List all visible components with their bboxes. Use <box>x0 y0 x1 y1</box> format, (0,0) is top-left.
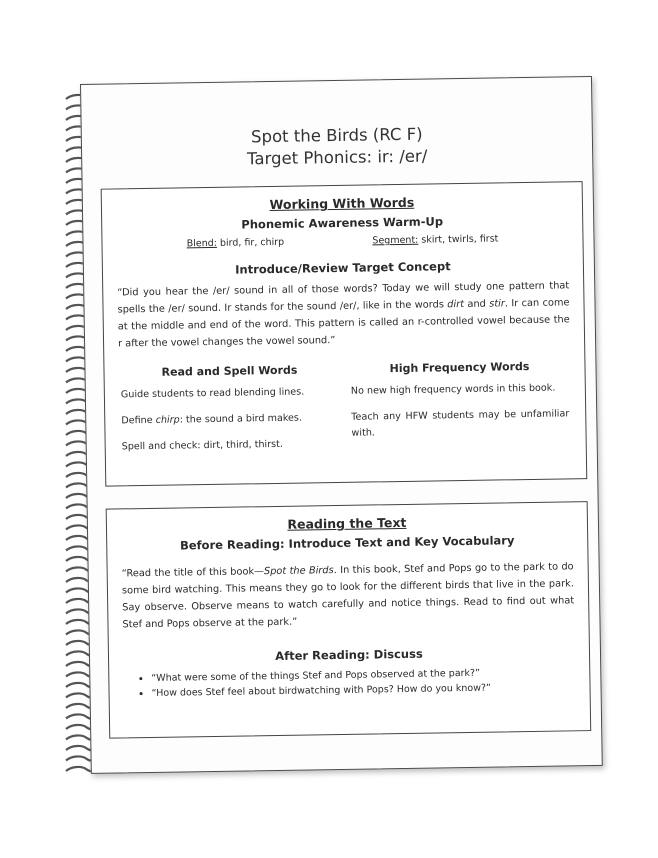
discussion-question: • “How does Stef feel about birdwatching with Pops? How do you know?” <box>151 679 589 701</box>
discussion-question: • “What were some of the things Stef and Pops observed at the park?” <box>151 664 589 686</box>
concept-heading: Introduce/Review Target Concept <box>235 259 451 277</box>
read-spell-line-3: Spell and check: dirt, third, thirst. <box>121 438 284 453</box>
working-with-words-section <box>101 181 588 487</box>
concept-word-stir: stir <box>489 298 505 310</box>
hfw-column <box>344 359 576 462</box>
define-word: chirp <box>155 414 180 426</box>
before-reading-paragraph <box>108 558 589 634</box>
lesson-page <box>80 76 603 774</box>
concept-text-2: . Ir can come at the middle and end of the word. This pattern is called an r-controlled vowel because the r after the vowel changes the vowel sound.” <box>117 297 570 350</box>
concept-word-dirt: dirt <box>447 298 465 311</box>
read-spell-column <box>114 363 346 466</box>
segment-item <box>372 233 498 246</box>
title-line-1: Spot the Birds (RC F) <box>250 124 423 147</box>
blend-words: bird, fir, chirp <box>216 236 285 249</box>
hfw-heading: High Frequency Words <box>389 359 530 376</box>
blend-segment-row <box>102 232 582 251</box>
segment-words: skirt, twirls, first <box>418 233 499 246</box>
concept-text-and: and <box>463 298 490 310</box>
page-title <box>82 121 593 173</box>
reading-the-text-section <box>106 501 592 739</box>
blend-item <box>187 237 285 250</box>
words-columns <box>104 359 585 466</box>
before-reading-heading: Before Reading: Introduce Text and Key Vocabulary <box>179 533 515 553</box>
read-spell-line-1: Guide students to read blending lines. <box>120 386 305 401</box>
hfw-line-2: Teach any HFW students may be unfamiliar with. <box>351 408 570 439</box>
hfw-line-1: No new high frequency words in this book. <box>350 382 556 397</box>
read-spell-line-2 <box>121 410 339 429</box>
before-text-2: . In this book, Stef and Pops go to the park to do some bird watching. This means they go to look for the different birds that live in the park. Say observe. Observe means to watch carefully and notice things. Read to find out what Stef and Pops observe at the park.” <box>121 561 575 631</box>
working-heading: Working With Words <box>269 194 415 213</box>
after-reading-heading: After Reading: Discuss <box>275 646 423 664</box>
read-spell-heading: Read and Spell Words <box>161 363 298 379</box>
blend-label: Blend: <box>186 237 217 250</box>
define-post: : the sound a bird makes. <box>179 412 303 426</box>
concept-text-1: “Did you hear the /er/ sound in all of those words? Today we will study one pattern that spells the /er/ sound. Ir stands for the sound /er/, like in the words <box>117 280 570 316</box>
define-pre: Define <box>121 414 156 427</box>
pa-heading: Phonemic Awareness Warm-Up <box>241 214 444 232</box>
segment-label: Segment: <box>372 234 419 247</box>
book-title: Spot the Birds <box>263 565 334 578</box>
discussion-list <box>139 664 589 701</box>
reading-heading: Reading the Text <box>287 514 407 532</box>
title-line-2: Target Phonics: ir: /er/ <box>246 146 428 169</box>
before-text-1: “Read the title of this book— <box>121 566 265 580</box>
concept-paragraph <box>103 277 584 353</box>
